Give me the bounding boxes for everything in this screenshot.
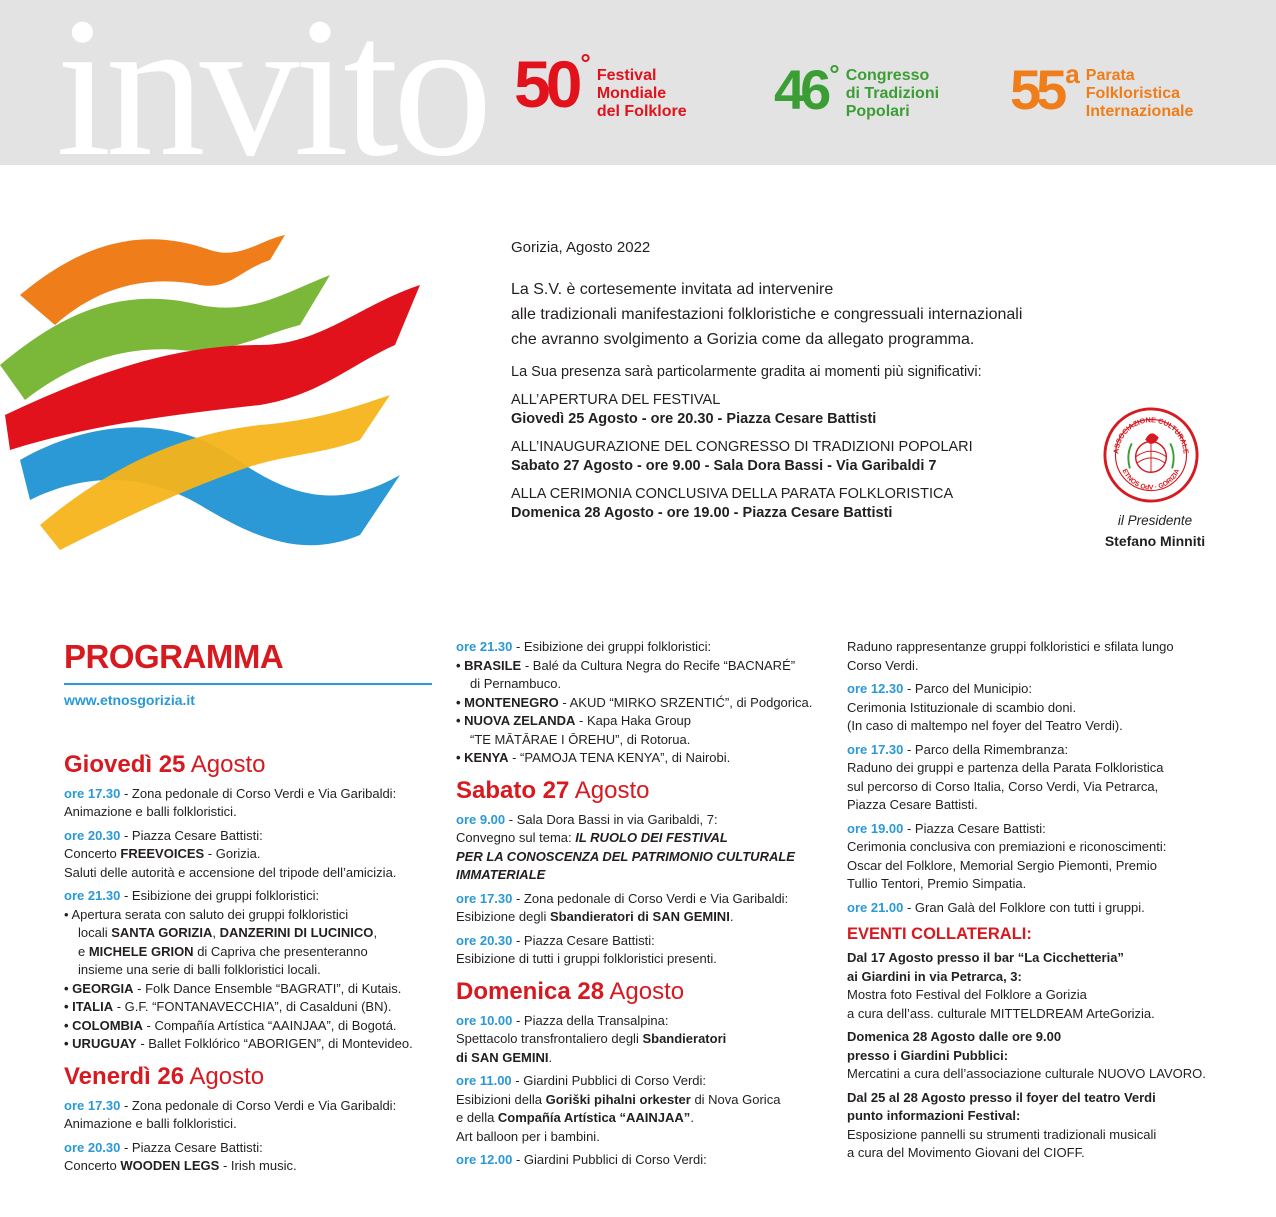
festival-50-ordinal: ° — [580, 48, 591, 78]
moment-inaugurazione — [511, 438, 1131, 476]
bullet-text: di Pernambuco. — [470, 676, 562, 691]
event-theme: PER LA CONOSCENZA DEL PATRIMONIO CULTURALE — [456, 848, 795, 864]
event-desc: Cerimonia conclusiva con premiazioni e riconoscimenti: — [847, 839, 1167, 854]
event-desc: . — [690, 1110, 694, 1125]
event-desc: - Gorizia. — [204, 846, 261, 861]
bullet-text: - G.F. “FONTANAVECCHIA”, di Casalduni (BN). — [113, 999, 392, 1014]
bullet-country: • COLOMBIA — [64, 1017, 143, 1033]
day-heading-sabato — [456, 776, 826, 806]
programma-column-2 — [456, 638, 826, 1170]
parade-55-label: Parata Folkloristica Internazionale — [1085, 67, 1194, 120]
bullet-text: insieme una serie di balli folkloristici locali. — [78, 962, 321, 977]
event-place: - Piazza Cesare Battisti: — [512, 932, 655, 948]
programma-title: PROGRAMMA — [64, 638, 284, 675]
congress-46-label: Congresso di Tradizioni Popolari — [845, 67, 940, 120]
moment-detail: Domenica 28 Agosto - ore 19.00 - Piazza Cesare Battisti — [511, 505, 893, 521]
collateral-heading: Dal 17 Agosto presso il bar “La Cicchetteria” — [847, 950, 1124, 965]
event-time: ore 17.30 — [847, 741, 904, 757]
event-sabato-1 — [456, 811, 826, 885]
event-domenica-5 — [847, 741, 1227, 815]
congress-46-number: 46 — [774, 58, 827, 121]
ribbons-illustration — [0, 215, 440, 560]
moment-apertura — [511, 391, 1131, 429]
event-domenica-1 — [456, 1012, 826, 1068]
event-desc: Esibizioni della — [456, 1091, 546, 1107]
event-time: ore 17.30 — [64, 785, 121, 801]
event-time: ore 20.30 — [64, 827, 121, 843]
event-place: - Gran Galà del Folklore con tutti i gruppi. — [903, 899, 1145, 915]
bullet-text: - Compañía Artística “AAINJAA”, di Bogotá. — [142, 1017, 397, 1033]
bullet-text: “TE MĀTĀRAE I ŌREHU”, di Rotorua. — [470, 731, 691, 747]
intro-line: alle tradizionali manifestazioni folkloristiche e congressuali internazionali — [511, 306, 1023, 323]
intro-line: La S.V. è cortesemente invitata ad intervenire — [511, 281, 834, 298]
event-desc: Animazione e balli folkloristici. — [64, 1116, 237, 1131]
event-theme: IL RUOLO DEI FESTIVAL — [575, 830, 728, 845]
event-place: - Sala Dora Bassi in via Garibaldi, 7: — [505, 811, 718, 827]
event-desc: Concerto — [64, 846, 121, 861]
event-time: ore 12.00 — [456, 1152, 513, 1167]
moment-label: ALL’APERTURA DEL FESTIVAL — [511, 392, 721, 408]
event-desc: Esibizione di tutti i gruppi folkloristici presenti. — [456, 951, 717, 966]
programma-column-1 — [64, 638, 434, 1176]
invito-title: invito — [56, 0, 487, 165]
event-place: - Zona pedonale di Corso Verdi e Via Garibaldi: — [120, 1097, 397, 1113]
bullet-text: - “PAMOJA TENA KENYA”, di Nairobi. — [508, 750, 731, 765]
event-desc-bold: Sbandieratori di SAN GEMINI — [549, 909, 730, 924]
event-desc: (In caso di maltempo nel foyer del Teatro Verdi). — [847, 718, 1123, 733]
event-giovedi-1 — [64, 785, 434, 822]
bullet-text: - Balé da Cultura Negra do Recife “BACNARÉ” — [521, 657, 796, 673]
bullet-country: • URUGUAY — [64, 1036, 137, 1051]
collateral-desc: Esposizione pannelli su strumenti tradizionali musicali — [847, 1126, 1157, 1142]
bullet-text: - Folk Dance Ensemble “BAGRATI”, di Kutais. — [133, 980, 402, 996]
event-place: - Parco del Municipio: — [903, 681, 1032, 696]
event-giovedi-2 — [64, 827, 434, 883]
event-place: - Zona pedonale di Corso Verdi e Via Garibaldi: — [120, 785, 397, 801]
programma-column-3 — [847, 638, 1227, 1163]
event-desc-bold: FREEVOICES — [120, 846, 205, 861]
event-desc: e della — [456, 1110, 498, 1125]
bullet-bold: DANZERINI DI LUCINICO — [219, 925, 374, 940]
association-seal-icon — [1103, 407, 1199, 503]
event-time: ore 21.30 — [64, 888, 121, 903]
event-time: ore 17.30 — [456, 890, 513, 906]
event-desc-bold: di SAN GEMINI — [456, 1049, 549, 1065]
president-role: il Presidente — [1117, 513, 1193, 528]
day-month: Agosto — [189, 1062, 265, 1090]
eventi-collaterali-title: EVENTI COLLATERALI: — [847, 925, 1032, 943]
event-time: ore 17.30 — [64, 1097, 121, 1113]
event-giovedi-3 — [64, 887, 434, 1054]
event-desc: Raduno rappresentanze gruppi folkloristici e sfilata lungo — [847, 639, 1174, 654]
event-domenica-3-time — [456, 1151, 826, 1170]
event-time: ore 19.00 — [847, 820, 904, 836]
header-band — [0, 0, 1276, 165]
event-desc: sul percorso di Corso Italia, Corso Verdi, Via Petrarca, — [847, 778, 1159, 794]
invitation-text — [511, 238, 1131, 523]
bullet-item: • Apertura serata con saluto dei gruppi folkloristici — [64, 906, 349, 922]
collateral-event-3 — [847, 1089, 1227, 1163]
event-time: ore 9.00 — [456, 811, 506, 827]
event-place: - Esibizione dei gruppi folkloristici: — [512, 639, 712, 654]
day-month: Agosto — [609, 977, 685, 1005]
event-desc-bold: Compañía Artística “AAINJAA” — [497, 1110, 691, 1125]
day-label: Giovedì 25 — [64, 750, 186, 778]
event-theme: IMMATERIALE — [456, 867, 546, 882]
event-desc: Saluti delle autorità e accensione del tripode dell’amicizia. — [64, 864, 397, 880]
moment-label: ALLA CERIMONIA CONCLUSIVA DELLA PARATA FOLKLORISTICA — [511, 486, 954, 502]
event-desc: Convegno sul tema: — [456, 830, 576, 845]
event-desc: Piazza Cesare Battisti. — [847, 797, 978, 812]
parade-55-ordinal: a — [1065, 59, 1080, 89]
parade-55 — [1010, 58, 1194, 121]
bullet-text: - Ballet Folklórico “ABORIGEN”, di Montevideo. — [136, 1036, 413, 1051]
event-place: - Piazza Cesare Battisti: — [903, 820, 1046, 836]
event-place: - Giardini Pubblici di Corso Verdi: — [511, 1073, 707, 1088]
event-time: ore 20.30 — [64, 1139, 121, 1155]
day-month: Agosto — [574, 776, 650, 804]
bullet-text: locali — [78, 925, 112, 940]
event-desc: di Nova Gorica — [690, 1091, 781, 1107]
bullet-text: , — [212, 925, 220, 940]
bullet-text: - AKUD “MIRKO SRZENTIĆ”, di Podgorica. — [558, 694, 813, 710]
day-label: Sabato 27 — [456, 776, 570, 804]
event-place: - Piazza della Transalpina: — [512, 1012, 669, 1028]
intro-line: che avranno svolgimento a Gorizia come da allegato programma. — [511, 331, 975, 348]
congress-46-ordinal: ° — [829, 59, 840, 89]
event-time: ore 10.00 — [456, 1012, 513, 1028]
event-desc: Cerimonia Istituzionale di scambio doni. — [847, 699, 1077, 715]
bullet-country: • ITALIA — [64, 999, 114, 1014]
event-desc: Oscar del Folklore, Memorial Sergio Piemonti, Premio — [847, 857, 1157, 873]
event-place: - Parco della Rimembranza: — [903, 741, 1069, 757]
event-venerdi-1 — [64, 1097, 434, 1134]
bullet-text: , — [373, 925, 378, 940]
event-venerdi-3 — [456, 638, 826, 768]
bullet-text: e — [78, 943, 89, 959]
moment-label: ALL’INAUGURAZIONE DEL CONGRESSO DI TRADIZIONI POPOLARI — [511, 439, 973, 455]
event-desc: Animazione e balli folkloristici. — [64, 804, 237, 819]
event-venerdi-2 — [64, 1139, 434, 1176]
bullet-country: • KENYA — [456, 750, 509, 765]
event-desc: Esibizione degli — [456, 909, 550, 924]
seal-text-top: ASSOCIAZIONE CULTURALE — [1111, 415, 1191, 455]
collateral-desc: Mercatini a cura dell’associazione culturale NUOVO LAVORO. — [847, 1066, 1206, 1081]
day-heading-venerdi — [64, 1062, 434, 1092]
event-desc: - Irish music. — [219, 1158, 297, 1173]
event-desc-bold: Sbandieratori — [642, 1031, 727, 1046]
event-desc-bold: WOODEN LEGS — [120, 1158, 220, 1173]
bullet-country: • MONTENEGRO — [456, 694, 559, 710]
collateral-event-2 — [847, 1028, 1227, 1084]
website-link[interactable]: www.etnosgorizia.it — [64, 692, 195, 708]
event-domenica-7 — [847, 899, 1227, 918]
event-domenica-3-desc — [847, 638, 1227, 675]
programma-divider — [64, 683, 432, 685]
event-desc: Spettacolo transfrontaliero degli — [456, 1031, 643, 1046]
event-time: ore 20.30 — [456, 932, 513, 948]
event-place: - Esibizione dei gruppi folkloristici: — [120, 888, 320, 903]
event-desc: Art balloon per i bambini. — [456, 1128, 600, 1144]
invitation-date: Gorizia, Agosto 2022 — [511, 239, 651, 256]
event-time: ore 11.00 — [456, 1073, 512, 1088]
event-place: - Piazza Cesare Battisti: — [120, 1139, 263, 1155]
collateral-desc: a cura dell’ass. culturale MITTELDREAM ArteGorizia. — [847, 1005, 1155, 1021]
event-desc: Raduno dei gruppi e partenza della Parata Folkloristica — [847, 760, 1164, 775]
collateral-heading: presso i Giardini Pubblici: — [847, 1047, 1009, 1063]
event-desc: Concerto — [64, 1158, 121, 1173]
festival-50 — [514, 47, 687, 121]
day-month: Agosto — [190, 750, 266, 778]
bullet-bold: MICHELE GRION — [88, 943, 194, 959]
event-place: - Zona pedonale di Corso Verdi e Via Garibaldi: — [512, 890, 789, 906]
invitation-intro — [511, 277, 1131, 352]
collateral-heading: Domenica 28 Agosto dalle ore 9.00 — [847, 1029, 1062, 1044]
parade-55-number: 55 — [1010, 58, 1063, 121]
festival-50-number: 50 — [514, 47, 578, 121]
bullet-country: • GEORGIA — [64, 980, 134, 996]
event-domenica-4 — [847, 680, 1227, 736]
festival-50-label: Festival Mondiale del Folklore — [596, 67, 687, 120]
collateral-heading: ai Giardini in via Petrarca, 3: — [847, 968, 1022, 984]
moment-cerimonia — [511, 485, 1131, 523]
event-domenica-2 — [456, 1072, 826, 1146]
day-heading-giovedi — [64, 750, 434, 780]
bullet-country: • BRASILE — [456, 657, 522, 673]
event-desc: Corso Verdi. — [847, 657, 919, 673]
moment-detail: Sabato 27 Agosto - ore 9.00 - Sala Dora Bassi - Via Garibaldi 7 — [511, 458, 937, 474]
collateral-desc: a cura del Movimento Giovani del CIOFF. — [847, 1145, 1085, 1160]
moment-detail: Giovedì 25 Agosto - ore 20.30 - Piazza Cesare Battisti — [511, 411, 877, 427]
event-desc: . — [729, 909, 734, 924]
collateral-desc: Mostra foto Festival del Folklore a Gorizia — [847, 987, 1087, 1002]
collateral-event-1 — [847, 949, 1227, 1023]
event-sabato-2 — [456, 890, 826, 927]
president-signature — [1090, 510, 1220, 552]
event-place: - Giardini Pubblici di Corso Verdi: — [512, 1152, 707, 1167]
event-desc-bold: Goriški pihalni orkester — [545, 1091, 691, 1107]
seal-text-bottom: ETNOS OdV · GORIZIA — [1120, 468, 1182, 492]
bullet-country: • NUOVA ZELANDA — [456, 713, 576, 728]
event-time: ore 21.00 — [847, 899, 904, 915]
day-label: Venerdì 26 — [64, 1062, 185, 1090]
collateral-heading: Dal 25 al 28 Agosto presso il foyer del teatro Verdi — [847, 1089, 1156, 1105]
event-time: ore 21.30 — [456, 639, 513, 654]
bullet-text: di Capriva che presenteranno — [193, 943, 368, 959]
event-sabato-3 — [456, 932, 826, 969]
event-domenica-6 — [847, 820, 1227, 894]
day-label: Domenica 28 — [456, 977, 605, 1005]
event-place: - Piazza Cesare Battisti: — [120, 827, 263, 843]
event-desc: . — [548, 1049, 553, 1065]
day-heading-domenica — [456, 977, 826, 1007]
event-desc: Tullio Tentori, Premio Simpatia. — [847, 876, 1027, 891]
collateral-heading: punto informazioni Festival: — [847, 1108, 1021, 1123]
congress-46 — [774, 58, 940, 121]
bullet-bold: SANTA GORIZIA — [111, 925, 213, 940]
event-time: ore 12.30 — [847, 681, 904, 696]
president-name: Stefano Minniti — [1104, 533, 1206, 549]
bullet-text: - Kapa Haka Group — [575, 713, 692, 728]
invitation-gradita: La Sua presenza sarà particolarmente gradita ai momenti più significativi: — [511, 364, 982, 380]
